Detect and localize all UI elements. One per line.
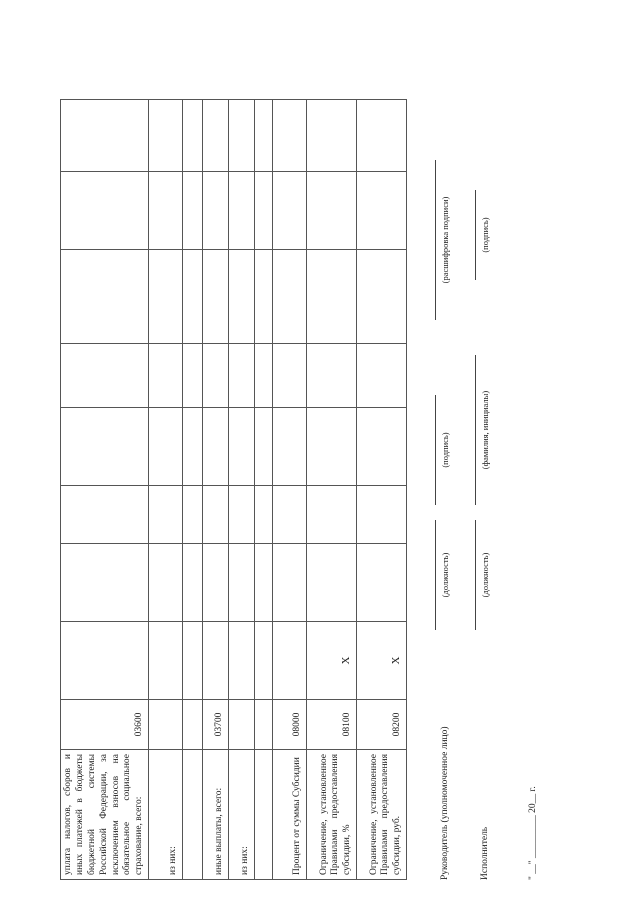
value-cell [307,544,357,622]
value-cell [273,250,307,344]
value-cell [149,172,183,250]
row-first-value-cell [149,622,183,700]
table-row [203,100,229,880]
value-cell [203,344,229,408]
value-cell [183,172,203,250]
row-label: Ограничение, установленное Правилами предоставления субсидии, руб. [357,750,407,880]
value-cell [61,544,149,622]
value-cell [229,408,255,486]
head-label: Руководитель (уполномоченное лицо) [440,726,450,880]
row-label: Ограничение, установленное Правилами предоставления субсидии, % [307,750,357,880]
value-cell [229,172,255,250]
value-cell [273,544,307,622]
head-decoding-caption: (расшифровка подписи) [440,196,450,284]
value-cell [61,408,149,486]
value-cell [357,250,407,344]
row-label: иные выплаты, всего: [203,750,229,880]
table-row [61,100,149,880]
value-cell [255,408,273,486]
value-cell [203,250,229,344]
value-cell [149,408,183,486]
value-cell [203,100,229,172]
value-cell [149,344,183,408]
value-cell [307,486,357,544]
row-first-value-cell: X [357,622,407,700]
value-cell [183,408,203,486]
value-cell [255,250,273,344]
value-cell [357,344,407,408]
value-cell [307,172,357,250]
value-cell [149,100,183,172]
value-cell [255,486,273,544]
value-cell [357,486,407,544]
row-label: Процент от суммы Субсидии [273,750,307,880]
executor-signature-line [475,190,476,280]
value-cell [255,544,273,622]
table-row [307,100,357,880]
executor-label: Исполнитель [480,826,490,880]
value-cell [183,486,203,544]
executor-position-line [475,520,476,630]
executor-name-line [475,355,476,505]
head-position-caption: (должность) [440,552,450,598]
value-cell [255,344,273,408]
head-signature-line [435,395,436,505]
table-row [229,100,255,880]
row-label [255,750,273,880]
row-label [183,750,203,880]
executor-position-caption: (должность) [480,552,490,598]
value-cell [183,344,203,408]
value-cell [307,344,357,408]
value-cell [273,344,307,408]
value-cell [255,172,273,250]
value-cell [357,172,407,250]
value-cell [61,486,149,544]
value-cell [229,250,255,344]
row-label: из них: [229,750,255,880]
table-row [357,100,407,880]
executor-signature-caption: (подпись) [480,217,490,253]
value-cell [203,486,229,544]
table-row [255,100,273,880]
value-cell [149,486,183,544]
rotated-page-content [60,100,620,880]
row-label: из них: [149,750,183,880]
value-cell [273,172,307,250]
value-cell [357,408,407,486]
row-code: 08100 [307,700,357,750]
value-cell [229,544,255,622]
table-row [183,100,203,880]
row-first-value-cell: X [307,622,357,700]
row-first-value-cell [255,622,273,700]
value-cell [273,486,307,544]
row-first-value-cell [273,622,307,700]
row-code [183,700,203,750]
value-cell [183,100,203,172]
date-line: " __" _________ 20__ г. [528,786,538,880]
row-first-value-cell [183,622,203,700]
value-cell [307,100,357,172]
row-label: уплата налогов, сборов и иных платежей в бюджеты бюджетной системы Российской Федерации, за исключением взносов на обязательное социальное страхование, всего: [61,750,149,880]
value-cell [255,100,273,172]
value-cell [183,544,203,622]
value-cell [203,544,229,622]
value-cell [149,544,183,622]
table-row [273,100,307,880]
value-cell [61,172,149,250]
value-cell [307,408,357,486]
row-first-value-cell [229,622,255,700]
value-cell [183,250,203,344]
row-code [255,700,273,750]
row-code: 03700 [203,700,229,750]
value-cell [357,100,407,172]
value-cell [357,544,407,622]
row-code: 08200 [357,700,407,750]
head-signature-caption: (подпись) [440,432,450,468]
row-code: 03600 [61,700,149,750]
value-cell [61,250,149,344]
value-cell [149,250,183,344]
report-table [60,99,407,880]
value-cell [273,100,307,172]
executor-name-caption: (фамилия, инициалы) [480,390,490,470]
value-cell [203,172,229,250]
value-cell [229,100,255,172]
value-cell [307,250,357,344]
row-code: 08000 [273,700,307,750]
row-first-value-cell [203,622,229,700]
row-code [229,700,255,750]
head-position-line [435,520,436,630]
value-cell [61,100,149,172]
value-cell [229,486,255,544]
head-decoding-line [435,160,436,320]
value-cell [229,344,255,408]
row-first-value-cell [61,622,149,700]
value-cell [273,408,307,486]
value-cell [203,408,229,486]
row-code [149,700,183,750]
value-cell [61,344,149,408]
table-row [149,100,183,880]
